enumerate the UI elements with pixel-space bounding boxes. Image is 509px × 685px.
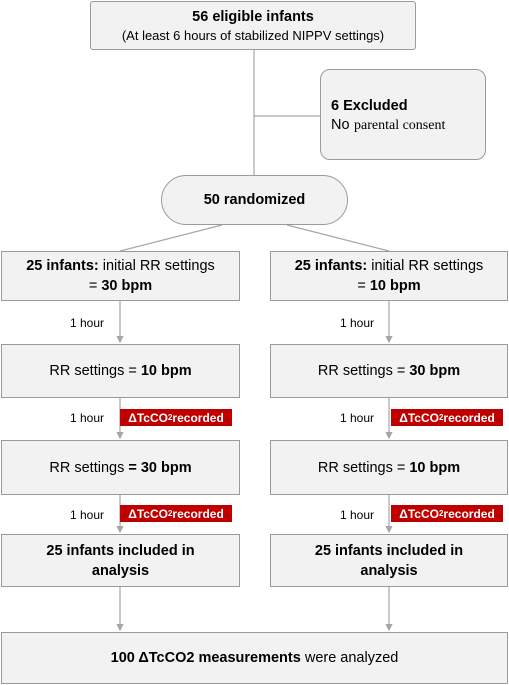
right-step3-prefix: RR settings = <box>317 459 410 476</box>
right-initial-value: 10 bpm <box>369 278 421 294</box>
excluded-reason-text: parental consent <box>354 117 446 133</box>
left-included-line2: analysis <box>91 562 150 579</box>
tag-suffix: recorded <box>172 506 224 521</box>
tag-suffix: recorded <box>443 410 495 425</box>
randomized-label: 50 randomized <box>203 192 306 208</box>
line-split-left <box>120 225 222 251</box>
excluded-title: 6 Excluded <box>331 97 408 114</box>
right-interval-3: 1 hour <box>340 508 375 522</box>
excluded-box <box>320 69 486 160</box>
final-measurements-box <box>1 632 508 684</box>
eligible-subtitle: (At least 6 hours of stabilized NIPPV settings) <box>121 27 385 43</box>
excluded-reason <box>331 116 445 134</box>
tag-prefix: ΔTcCO <box>399 410 439 425</box>
left-step3-box <box>1 440 240 495</box>
eligible-infants-box <box>90 1 416 50</box>
right-initial-eq: = <box>357 278 370 294</box>
left-initial-eq: = <box>88 278 102 294</box>
left-initial-box <box>1 251 240 301</box>
tag-suffix: recorded <box>443 506 495 521</box>
final-rest: were analyzed <box>300 650 399 666</box>
right-step2-box <box>270 344 508 398</box>
line-split-right <box>287 225 389 251</box>
left-step2-value: 10 bpm <box>140 363 192 379</box>
left-included-line1: 25 infants included in <box>46 542 195 559</box>
right-interval-2: 1 hour <box>340 411 375 425</box>
randomized-box <box>161 175 348 225</box>
right-initial-text: initial RR settings <box>367 258 484 274</box>
left-tag-1: ΔTcCO 2 recorded <box>120 409 232 426</box>
right-initial-box <box>270 251 508 301</box>
left-interval-1: 1 hour <box>70 316 105 330</box>
right-step3-box <box>270 440 508 495</box>
right-step2-value: 30 bpm <box>409 363 461 379</box>
excluded-reason-lead: No <box>331 116 350 133</box>
tag-prefix: ΔTcCO <box>128 506 168 521</box>
left-step3-prefix: RR settings <box>49 459 129 476</box>
eligible-title: 56 eligible infants <box>192 8 314 25</box>
left-initial-text: initial RR settings <box>98 258 215 274</box>
right-step2-prefix: RR settings = <box>317 363 410 379</box>
right-included-box <box>270 534 508 587</box>
right-tag-1: ΔTcCO 2 recorded <box>391 409 503 426</box>
right-tag-2: ΔTcCO 2 recorded <box>391 505 503 522</box>
left-interval-2: 1 hour <box>70 411 105 425</box>
left-step2-box <box>1 344 240 398</box>
tag-prefix: ΔTcCO <box>128 410 168 425</box>
right-included-line2: analysis <box>360 562 418 579</box>
left-included-box <box>1 534 240 587</box>
left-tag-2: ΔTcCO 2 recorded <box>120 505 232 522</box>
final-bold: 100 ΔTcCO2 measurements <box>110 650 301 666</box>
left-step2-prefix: RR settings = <box>49 363 141 379</box>
tag-suffix: recorded <box>172 410 224 425</box>
left-initial-value: 30 bpm <box>101 278 153 294</box>
tag-prefix: ΔTcCO <box>399 506 439 521</box>
left-initial-count: 25 infants: <box>26 258 99 274</box>
right-step3-value: 10 bpm <box>409 459 461 476</box>
left-interval-3: 1 hour <box>70 508 105 522</box>
right-initial-count: 25 infants: <box>294 258 368 274</box>
right-included-line1: 25 infants included in <box>314 542 464 559</box>
right-interval-1: 1 hour <box>340 316 375 330</box>
left-step3-value: = 30 bpm <box>128 459 192 476</box>
